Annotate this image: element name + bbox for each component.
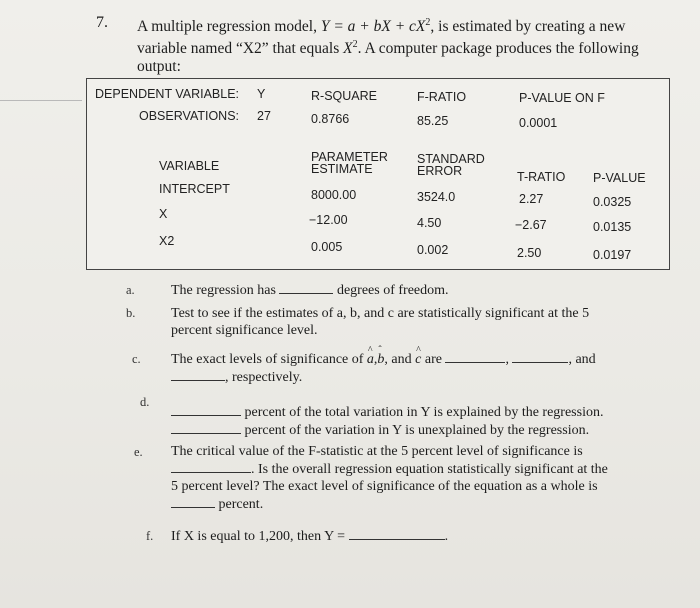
- dep-var-value: Y: [257, 87, 266, 101]
- part-d-text: percent of the total variation in Y is explained by the regression.: [244, 405, 604, 420]
- part-f-blank[interactable]: [349, 527, 445, 540]
- part-c-blank-2[interactable]: [512, 350, 568, 363]
- row-x-variable: X: [159, 207, 168, 221]
- row-x2-t: 2.50: [517, 246, 542, 260]
- row-intercept-variable: INTERCEPT: [159, 182, 230, 196]
- intro-text: A multiple regression model,: [137, 18, 321, 36]
- header-parameter-estimate: [311, 151, 388, 175]
- part-f-end: .: [444, 529, 449, 544]
- part-f-letter: f.: [146, 529, 154, 543]
- row-x-se: 4.50: [417, 216, 442, 230]
- intro-text: . A computer package produces the following: [357, 40, 639, 58]
- part-e-line-1: The critical value of the F-statistic at the 5 percent level of significance is: [171, 444, 583, 459]
- row-x2-estimate: 0.005: [311, 240, 343, 254]
- part-c-are: are: [424, 352, 442, 367]
- part-b-line-1: Test to see if the estimates of a, b, and c are statistically significant at the 5: [171, 306, 590, 321]
- variable-x: X: [343, 40, 353, 58]
- row-intercept-t: 2.27: [519, 192, 544, 206]
- b-hat-symbol: b ˆ: [377, 351, 384, 368]
- c-hat-symbol: c ^: [415, 351, 421, 368]
- part-c-blank-3[interactable]: [171, 368, 225, 381]
- header-standard-error: [417, 153, 485, 177]
- part-c-blank-1[interactable]: [445, 350, 505, 363]
- header-variable: VARIABLE: [159, 159, 220, 173]
- rsquare-value: 0.8766: [311, 112, 350, 126]
- part-e-blank-1[interactable]: [171, 460, 251, 473]
- question-intro: [137, 14, 677, 76]
- fratio-label: F-RATIO: [417, 90, 467, 104]
- rsquare-label: R-SQUARE: [311, 89, 377, 103]
- part-d-blank-1[interactable]: [171, 403, 241, 416]
- part-f: [171, 527, 448, 545]
- row-x-estimate: −12.00: [309, 213, 348, 227]
- x-exponent: 2: [352, 39, 358, 51]
- row-x2-variable: X2: [159, 234, 175, 248]
- part-f-text: If X is equal to 1,200, then Y =: [171, 529, 346, 544]
- part-e-text: . Is the overall regression equation statistically significant at the: [251, 462, 608, 477]
- header-text: STANDARD: [417, 152, 485, 166]
- header-p-value: P-VALUE: [593, 171, 646, 185]
- model-equation: Y = a + bX + cX: [320, 18, 426, 36]
- dep-var-label: DEPENDENT VARIABLE:: [95, 87, 240, 101]
- part-a: [171, 281, 449, 299]
- header-t-ratio: T-RATIO: [517, 170, 566, 184]
- part-e-line-4: [171, 495, 691, 513]
- part-c-line-1: [171, 350, 691, 368]
- row-intercept-se: 3524.0: [417, 190, 456, 204]
- a-hat-symbol: a ^: [367, 351, 374, 368]
- intro-text: variable named “X2” that equals: [137, 40, 344, 58]
- row-x-t: −2.67: [515, 218, 547, 232]
- equation-exponent: 2: [425, 17, 431, 28]
- intro-line-3: output:: [137, 58, 181, 76]
- part-e: [171, 443, 691, 513]
- part-c-and-word: , and: [384, 352, 412, 367]
- part-c-text: , respectively.: [225, 370, 303, 385]
- part-c-letter: c.: [132, 352, 141, 366]
- part-d-blank-2[interactable]: [171, 421, 241, 434]
- part-c-line-2: [171, 368, 691, 386]
- part-a-text: degrees of freedom.: [336, 283, 449, 298]
- part-d-text: percent of the variation in Y is unexplained by the regression.: [244, 423, 590, 438]
- row-x2-se: 0.002: [417, 243, 449, 257]
- row-intercept-estimate: 8000.00: [311, 188, 357, 202]
- question-number: 7.: [96, 14, 108, 31]
- part-c-comma: ,: [373, 352, 378, 367]
- part-e-letter: e.: [134, 445, 143, 459]
- part-a-letter: a.: [126, 283, 135, 297]
- intro-line-1: [137, 14, 677, 36]
- part-e-text: percent.: [218, 497, 264, 512]
- part-a-blank[interactable]: [279, 281, 333, 294]
- part-e-line-2: [171, 460, 691, 478]
- part-d: [171, 403, 691, 439]
- part-b-line-2: percent significance level.: [171, 323, 318, 338]
- pvalue-f-value: 0.0001: [519, 116, 558, 130]
- part-e-blank-2[interactable]: [171, 495, 215, 508]
- row-x-p: 0.0135: [593, 220, 632, 234]
- observations-value: 27: [257, 109, 271, 123]
- page-edge-line: [0, 100, 82, 101]
- part-a-text: The regression has: [171, 283, 276, 298]
- fratio-value: 85.25: [417, 114, 449, 128]
- part-e-line-3: 5 percent level? The exact level of significance of the equation as a whole is: [171, 479, 598, 494]
- header-text: ERROR: [417, 164, 463, 178]
- part-c-comma: ,: [505, 352, 509, 367]
- header-text: PARAMETER: [311, 150, 388, 164]
- header-text: ESTIMATE: [311, 162, 373, 176]
- part-b: [171, 305, 681, 339]
- pvalue-f-label: P-VALUE ON F: [519, 91, 605, 105]
- intro-text: , is estimated by creating a new: [430, 18, 626, 36]
- part-d-letter: d.: [140, 395, 150, 409]
- part-c-and: , and: [568, 352, 596, 367]
- part-c-text: The exact levels of significance of: [171, 352, 364, 367]
- part-d-line-1: [171, 403, 691, 421]
- intro-line-2: [137, 36, 677, 58]
- regression-output-box: [86, 78, 670, 270]
- part-b-letter: b.: [126, 306, 136, 320]
- part-c: [171, 350, 691, 386]
- row-x2-p: 0.0197: [593, 248, 632, 262]
- part-d-line-2: [171, 421, 691, 439]
- row-intercept-p: 0.0325: [593, 195, 632, 209]
- observations-label: OBSERVATIONS:: [139, 109, 240, 123]
